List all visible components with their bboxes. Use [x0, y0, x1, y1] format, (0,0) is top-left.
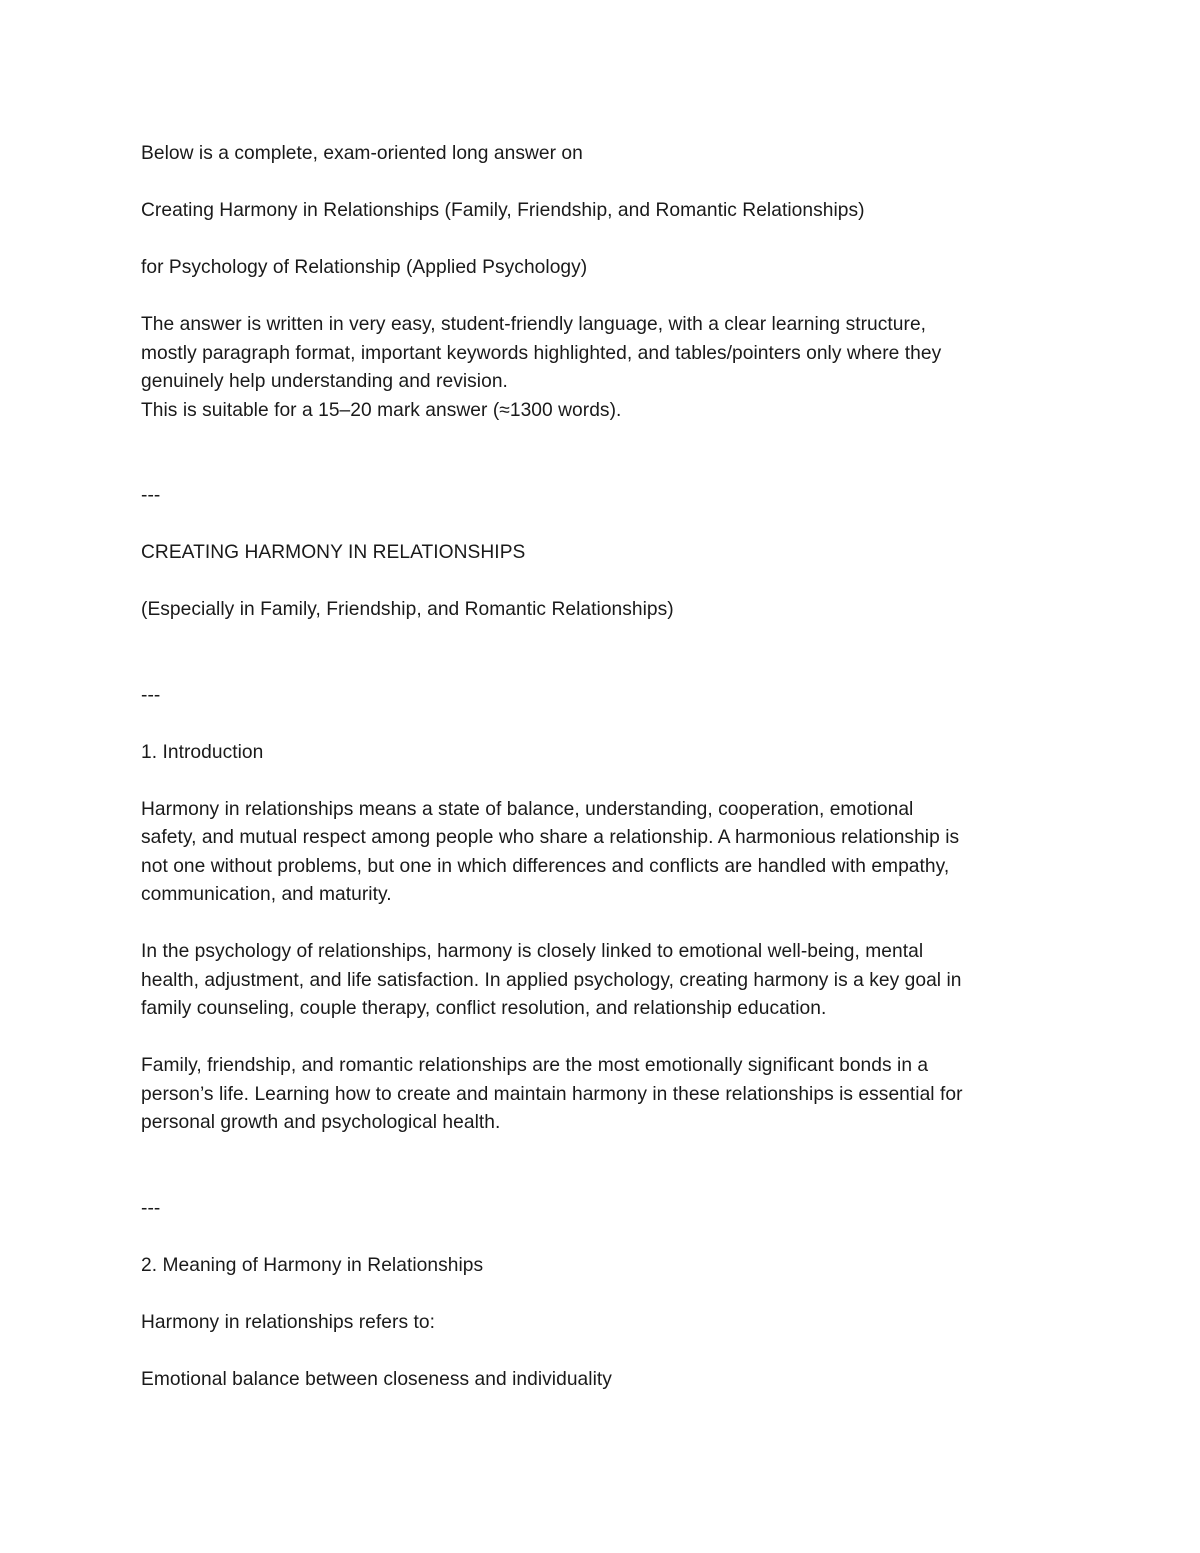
document-body	[141, 140, 1071, 1394]
paragraph-line: family counseling, couple therapy, conflict resolution, and relationship education.	[141, 998, 827, 1019]
description-line: This is suitable for a 15–20 mark answer (≈1300 words).	[141, 399, 622, 421]
section1-paragraph-2	[141, 938, 1071, 1024]
section-heading: 2. Meaning of Harmony in Relationships	[141, 1254, 484, 1276]
subject-line: for Psychology of Relationship (Applied Psychology)	[141, 257, 588, 278]
paragraph-line: communication, and maturity.	[141, 884, 392, 905]
paragraph-line: health, adjustment, and life satisfaction. In applied psychology, creating harmony is a key goal in	[141, 969, 962, 991]
description-line: mostly paragraph format, important keywords highlighted, and tables/pointers only where they	[141, 342, 942, 364]
description-line: genuinely help understanding and revision.	[141, 371, 508, 392]
section2-point: Emotional balance between closeness and individuality	[141, 1368, 612, 1390]
paragraph-line: Harmony in relationships means a state of balance, understanding, cooperation, emotional	[141, 798, 914, 820]
intro-line: Below is a complete, exam-oriented long answer on	[141, 143, 583, 164]
main-title: CREATING HARMONY IN RELATIONSHIPS	[141, 542, 526, 563]
description-line: The answer is written in very easy, student-friendly language, with a clear learning structure,	[141, 314, 927, 335]
paragraph-line: Family, friendship, and romantic relationships are the most emotionally significant bonds in a	[141, 1055, 929, 1076]
section2-lead: Harmony in relationships refers to:	[141, 1311, 435, 1333]
section1-paragraph-1	[141, 796, 1071, 910]
paragraph-line: personal growth and psychological health.	[141, 1112, 501, 1133]
topic-line: Creating Harmony in Relationships (Family, Friendship, and Romantic Relationships)	[141, 200, 865, 221]
separator: ---	[141, 1197, 161, 1219]
paragraph-line: person’s life. Learning how to create and maintain harmony in these relationships is essential for	[141, 1083, 963, 1105]
paragraph-line: In the psychology of relationships, harmony is closely linked to emotional well-being, mental	[141, 941, 924, 962]
section1-paragraph-3	[141, 1052, 1071, 1138]
separator: ---	[141, 684, 161, 706]
description-paragraph	[141, 311, 1071, 425]
section-heading: 1. Introduction	[141, 741, 264, 763]
paragraph-line: safety, and mutual respect among people who share a relationship. A harmonious relationship is	[141, 827, 960, 848]
paragraph-line: not one without problems, but one in which differences and conflicts are handled with empathy,	[141, 855, 950, 877]
main-subtitle: (Especially in Family, Friendship, and Romantic Relationships)	[141, 599, 674, 620]
separator: ---	[141, 485, 161, 506]
